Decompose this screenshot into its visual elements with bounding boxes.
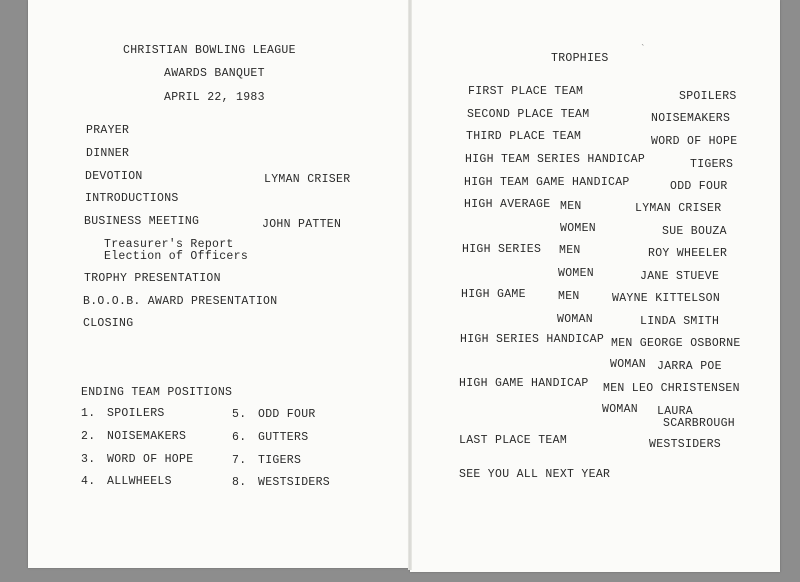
position-number: 8.	[232, 476, 247, 489]
position-team: GUTTERS	[258, 431, 309, 444]
positions-heading: ENDING TEAM POSITIONS	[81, 386, 233, 399]
trophy-label: LAST PLACE TEAM	[459, 434, 568, 447]
event-title: AWARDS BANQUET	[164, 67, 265, 80]
position-number: 4.	[81, 475, 96, 488]
trophy-winner: SCARBROUGH	[663, 417, 736, 430]
program-closing: CLOSING	[83, 317, 134, 330]
trophy-label: HIGH SERIES	[462, 243, 542, 256]
trophy-category: WOMAN	[602, 403, 639, 416]
trophy-winner: SPOILERS	[679, 90, 737, 103]
trophy-category: MEN	[559, 244, 581, 257]
trophy-category: WOMAN	[557, 313, 594, 326]
program-trophy-presentation: TROPHY PRESENTATION	[84, 272, 221, 285]
closing-message: SEE YOU ALL NEXT YEAR	[459, 468, 611, 481]
trophies-title: TROPHIES	[551, 52, 609, 65]
position-number: 5.	[232, 408, 247, 421]
position-team: TIGERS	[258, 454, 302, 467]
devotion-person: LYMAN CRISER	[264, 173, 351, 186]
program-boob-award: B.O.O.B. AWARD PRESENTATION	[83, 295, 278, 308]
trophy-label: HIGH GAME	[461, 288, 526, 301]
trophy-label: FIRST PLACE TEAM	[468, 85, 584, 98]
position-number: 6.	[232, 431, 247, 444]
page-fold	[408, 0, 412, 570]
ink-speck: `	[640, 44, 646, 54]
trophy-winner: WORD OF HOPE	[651, 135, 738, 148]
program-sub-election: Election of Officers	[104, 250, 249, 263]
trophy-winner: SUE BOUZA	[662, 225, 727, 238]
trophy-label: HIGH AVERAGE	[464, 198, 551, 211]
trophy-winner: ODD FOUR	[670, 180, 728, 193]
position-number: 1.	[81, 407, 96, 420]
trophy-winner: WAYNE KITTELSON	[612, 292, 721, 305]
program-devotion: DEVOTION	[85, 170, 143, 183]
trophy-label: HIGH SERIES HANDICAP	[460, 333, 605, 346]
trophy-winner: MEN LEO CHRISTENSEN	[603, 382, 740, 395]
trophy-category: WOMEN	[560, 222, 597, 235]
program-dinner: DINNER	[86, 147, 130, 160]
position-team: WESTSIDERS	[258, 476, 331, 489]
position-number: 3.	[81, 453, 96, 466]
right-page	[410, 0, 780, 572]
trophy-winner: WESTSIDERS	[649, 438, 722, 451]
trophy-label: HIGH TEAM GAME HANDICAP	[464, 176, 630, 189]
trophy-winner: JARRA POE	[657, 360, 722, 373]
business-person: JOHN PATTEN	[262, 218, 342, 231]
position-team: WORD OF HOPE	[107, 453, 194, 466]
trophy-label: HIGH GAME HANDICAP	[459, 377, 589, 390]
trophy-category: MEN	[560, 200, 582, 213]
trophy-label: SECOND PLACE TEAM	[467, 108, 590, 121]
event-date: APRIL 22, 1983	[164, 91, 265, 104]
position-team: ODD FOUR	[258, 408, 316, 421]
trophy-category: WOMEN	[558, 267, 595, 280]
trophy-category: WOMAN	[610, 358, 647, 371]
program-sub-treasurer: Treasurer's Report	[104, 238, 234, 251]
trophy-winner: LINDA SMITH	[640, 315, 720, 328]
trophy-label: HIGH TEAM SERIES HANDICAP	[465, 153, 646, 166]
position-number: 7.	[232, 454, 247, 467]
program-introductions: INTRODUCTIONS	[85, 192, 179, 205]
trophy-category: MEN	[558, 290, 580, 303]
position-team: ALLWHEELS	[107, 475, 172, 488]
position-number: 2.	[81, 430, 96, 443]
trophy-winner: ROY WHEELER	[648, 247, 728, 260]
position-team: NOISEMAKERS	[107, 430, 187, 443]
trophy-winner: LYMAN CRISER	[635, 202, 722, 215]
trophy-winner: TIGERS	[690, 158, 734, 171]
position-team: SPOILERS	[107, 407, 165, 420]
league-title: CHRISTIAN BOWLING LEAGUE	[123, 44, 296, 57]
trophy-winner: LAURA	[657, 405, 694, 418]
trophy-winner: JANE STUEVE	[640, 270, 720, 283]
program-business-meeting: BUSINESS MEETING	[84, 215, 200, 228]
trophy-label: THIRD PLACE TEAM	[466, 130, 582, 143]
program-prayer: PRAYER	[86, 124, 130, 137]
trophy-winner: NOISEMAKERS	[651, 112, 731, 125]
trophy-winner: MEN GEORGE OSBORNE	[611, 337, 741, 350]
